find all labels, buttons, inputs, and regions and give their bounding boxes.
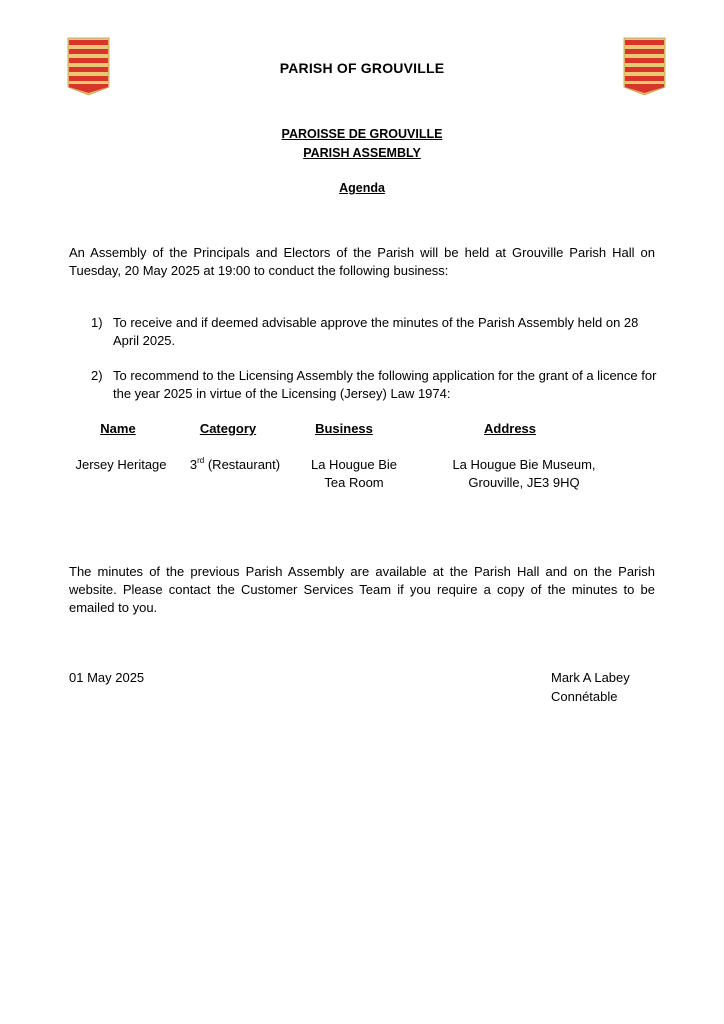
agenda-item-text: To receive and if deemed advisable approve the minutes of the Parish Assembly held on 28 April 2025. [113, 315, 639, 348]
agenda-heading: Agenda [339, 181, 385, 195]
subheading-assembly: PARISH ASSEMBLY [303, 146, 421, 160]
category-type: (Restaurant) [204, 457, 281, 472]
minutes-note: The minutes of the previous Parish Assembly are available at the Parish Hall and on the Parish website. Please contact the Customer Services Team if you require a copy of the minutes to be emailed to you. [69, 564, 655, 615]
table-cell-address [440, 456, 608, 492]
agenda-item-number: 1) [91, 315, 103, 330]
business-line: Tea Room [324, 475, 384, 490]
agenda-item-number: 2) [91, 368, 103, 383]
category-number: 3 [189, 457, 198, 472]
table-cell-category [180, 456, 290, 474]
signatory-title: Connétable [551, 689, 618, 704]
table-header-category: Category [199, 421, 257, 436]
intro-paragraph: An Assembly of the Principals and Electors of the Parish will be held at Grouville Parish Hall on Tuesday, 20 May 2025 at 19:00 to conduct the following business: [69, 245, 655, 278]
business-line: La Hougue Bie [310, 457, 397, 472]
category-ordinal: rd [197, 456, 205, 465]
address-line: Grouville, JE3 9HQ [468, 475, 580, 490]
table-header-business: Business [315, 421, 373, 436]
address-line: La Hougue Bie Museum, [452, 457, 596, 472]
table-cell-name: Jersey Heritage [75, 457, 167, 472]
agenda-item-text: To recommend to the Licensing Assembly the following application for the grant of a licence for the year 2025 in virtue of the Licensing (Jersey) Law 1974: [113, 368, 657, 401]
document-date: 01 May 2025 [69, 670, 145, 685]
signatory-name: Mark A Labey [551, 670, 630, 685]
page-title: PARISH OF GROUVILLE [279, 60, 445, 76]
table-header-address: Address [483, 421, 537, 436]
table-cell-business [294, 456, 414, 492]
table-header-name: Name [100, 421, 136, 436]
subheading-french: PAROISSE DE GROUVILLE [281, 127, 443, 141]
